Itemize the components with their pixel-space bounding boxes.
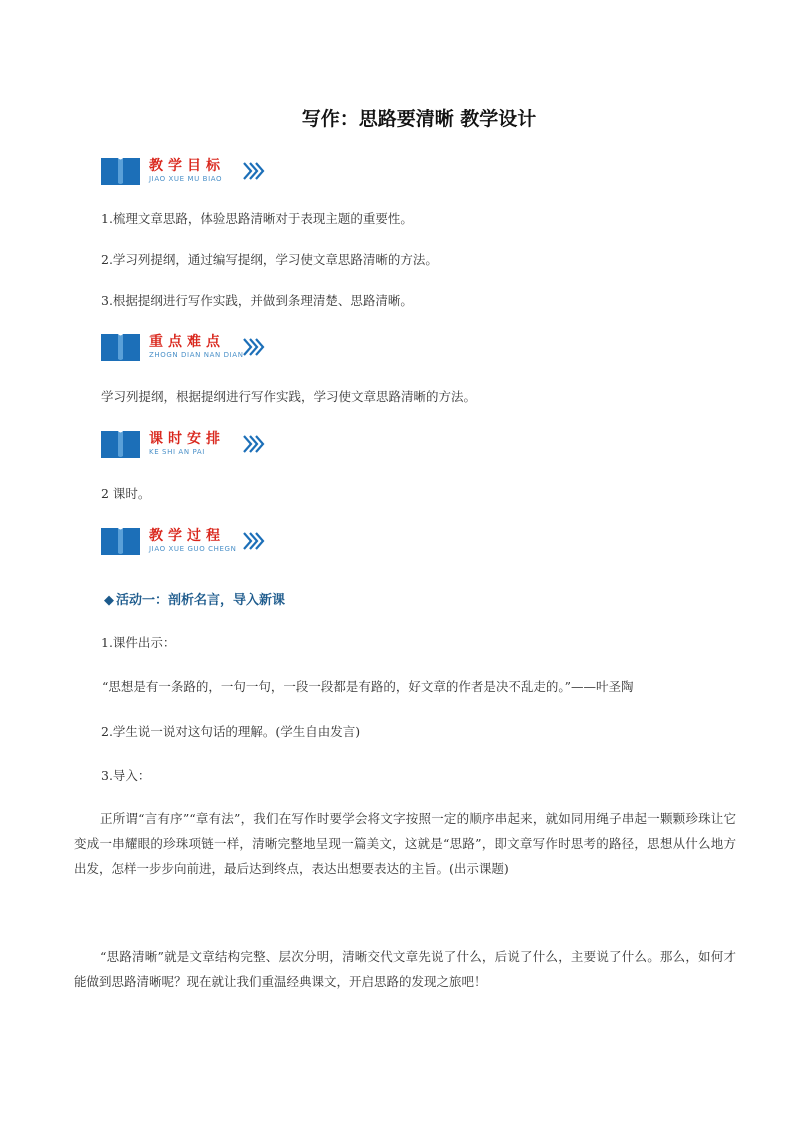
book-icon	[101, 333, 141, 363]
activity-step: 1.课件出示：	[101, 635, 176, 650]
book-icon	[101, 157, 141, 187]
chevron-right-icon	[242, 335, 266, 359]
section-pinyin: KE SHI AN PAI	[149, 448, 205, 456]
chevron-right-icon	[242, 432, 266, 456]
goal-item: 3.根据提纲进行写作实践，并做到条理清楚、思路清晰。	[101, 293, 413, 308]
section-header-process	[101, 525, 301, 565]
schedule-text: 2 课时。	[101, 486, 151, 501]
section-title: 教学目标	[149, 158, 225, 174]
section-title: 重点难点	[149, 334, 225, 350]
section-pinyin: ZHOGN DIAN NAN DIAN	[149, 351, 244, 359]
goal-item: 1.梳理文章思路，体验思路清晰对于表现主题的重要性。	[101, 211, 413, 226]
paragraph: 正所谓“言有序”“章有法”，我们在写作时要学会将文字按照一定的顺序串起来，就如同用绳子串起一颗颗珍珠让它变成一串耀眼的珍珠项链一样，清晰完整地呈现一篇美文，这就是“思路”，即文章写作时思考的路径，思想从什么地方出发，怎样一步步向前进，最后达到终点，表达出想要表达的主旨。(出示课题)	[74, 811, 736, 876]
book-icon	[101, 430, 141, 460]
section-title: 课时安排	[149, 431, 225, 447]
chevron-right-icon	[242, 529, 266, 553]
goal-item: 2.学习列提纲，通过编写提纲，学习使文章思路清晰的方法。	[101, 252, 438, 267]
diamond-icon: ◆	[104, 593, 114, 608]
quote-text: “思想是有一条路的，一句一句，一段一段都是有路的，好文章的作者是决不乱走的。”——叶圣陶	[102, 679, 634, 694]
paragraph: “思路清晰”就是文章结构完整、层次分明，清晰交代文章先说了什么，后说了什么，主要说了什么。那么，如何才能做到思路清晰呢？现在就让我们重温经典课文，开启思路的发现之旅吧！	[74, 949, 736, 989]
section-pinyin: JIAO XUE GUO CHEGN	[149, 545, 237, 553]
section-pinyin: JIAO XUE MU BIAO	[149, 175, 223, 183]
activity-heading: ◆ 活动一：剖析名言，导入新课	[104, 593, 286, 608]
book-icon	[101, 527, 141, 557]
activity-step: 3.导入：	[101, 768, 151, 783]
key-points-text: 学习列提纲，根据提纲进行写作实践，学习使文章思路清晰的方法。	[101, 389, 477, 404]
activity-step: 2.学生说一说对这句话的理解。(学生自由发言)	[101, 724, 361, 739]
section-header-goals	[101, 155, 301, 195]
section-header-key-points	[101, 331, 301, 371]
section-title: 教学过程	[149, 528, 225, 544]
page-title: 写作：思路要清晰 教学设计	[301, 108, 537, 130]
section-header-schedule	[101, 428, 301, 468]
chevron-right-icon	[242, 159, 266, 183]
